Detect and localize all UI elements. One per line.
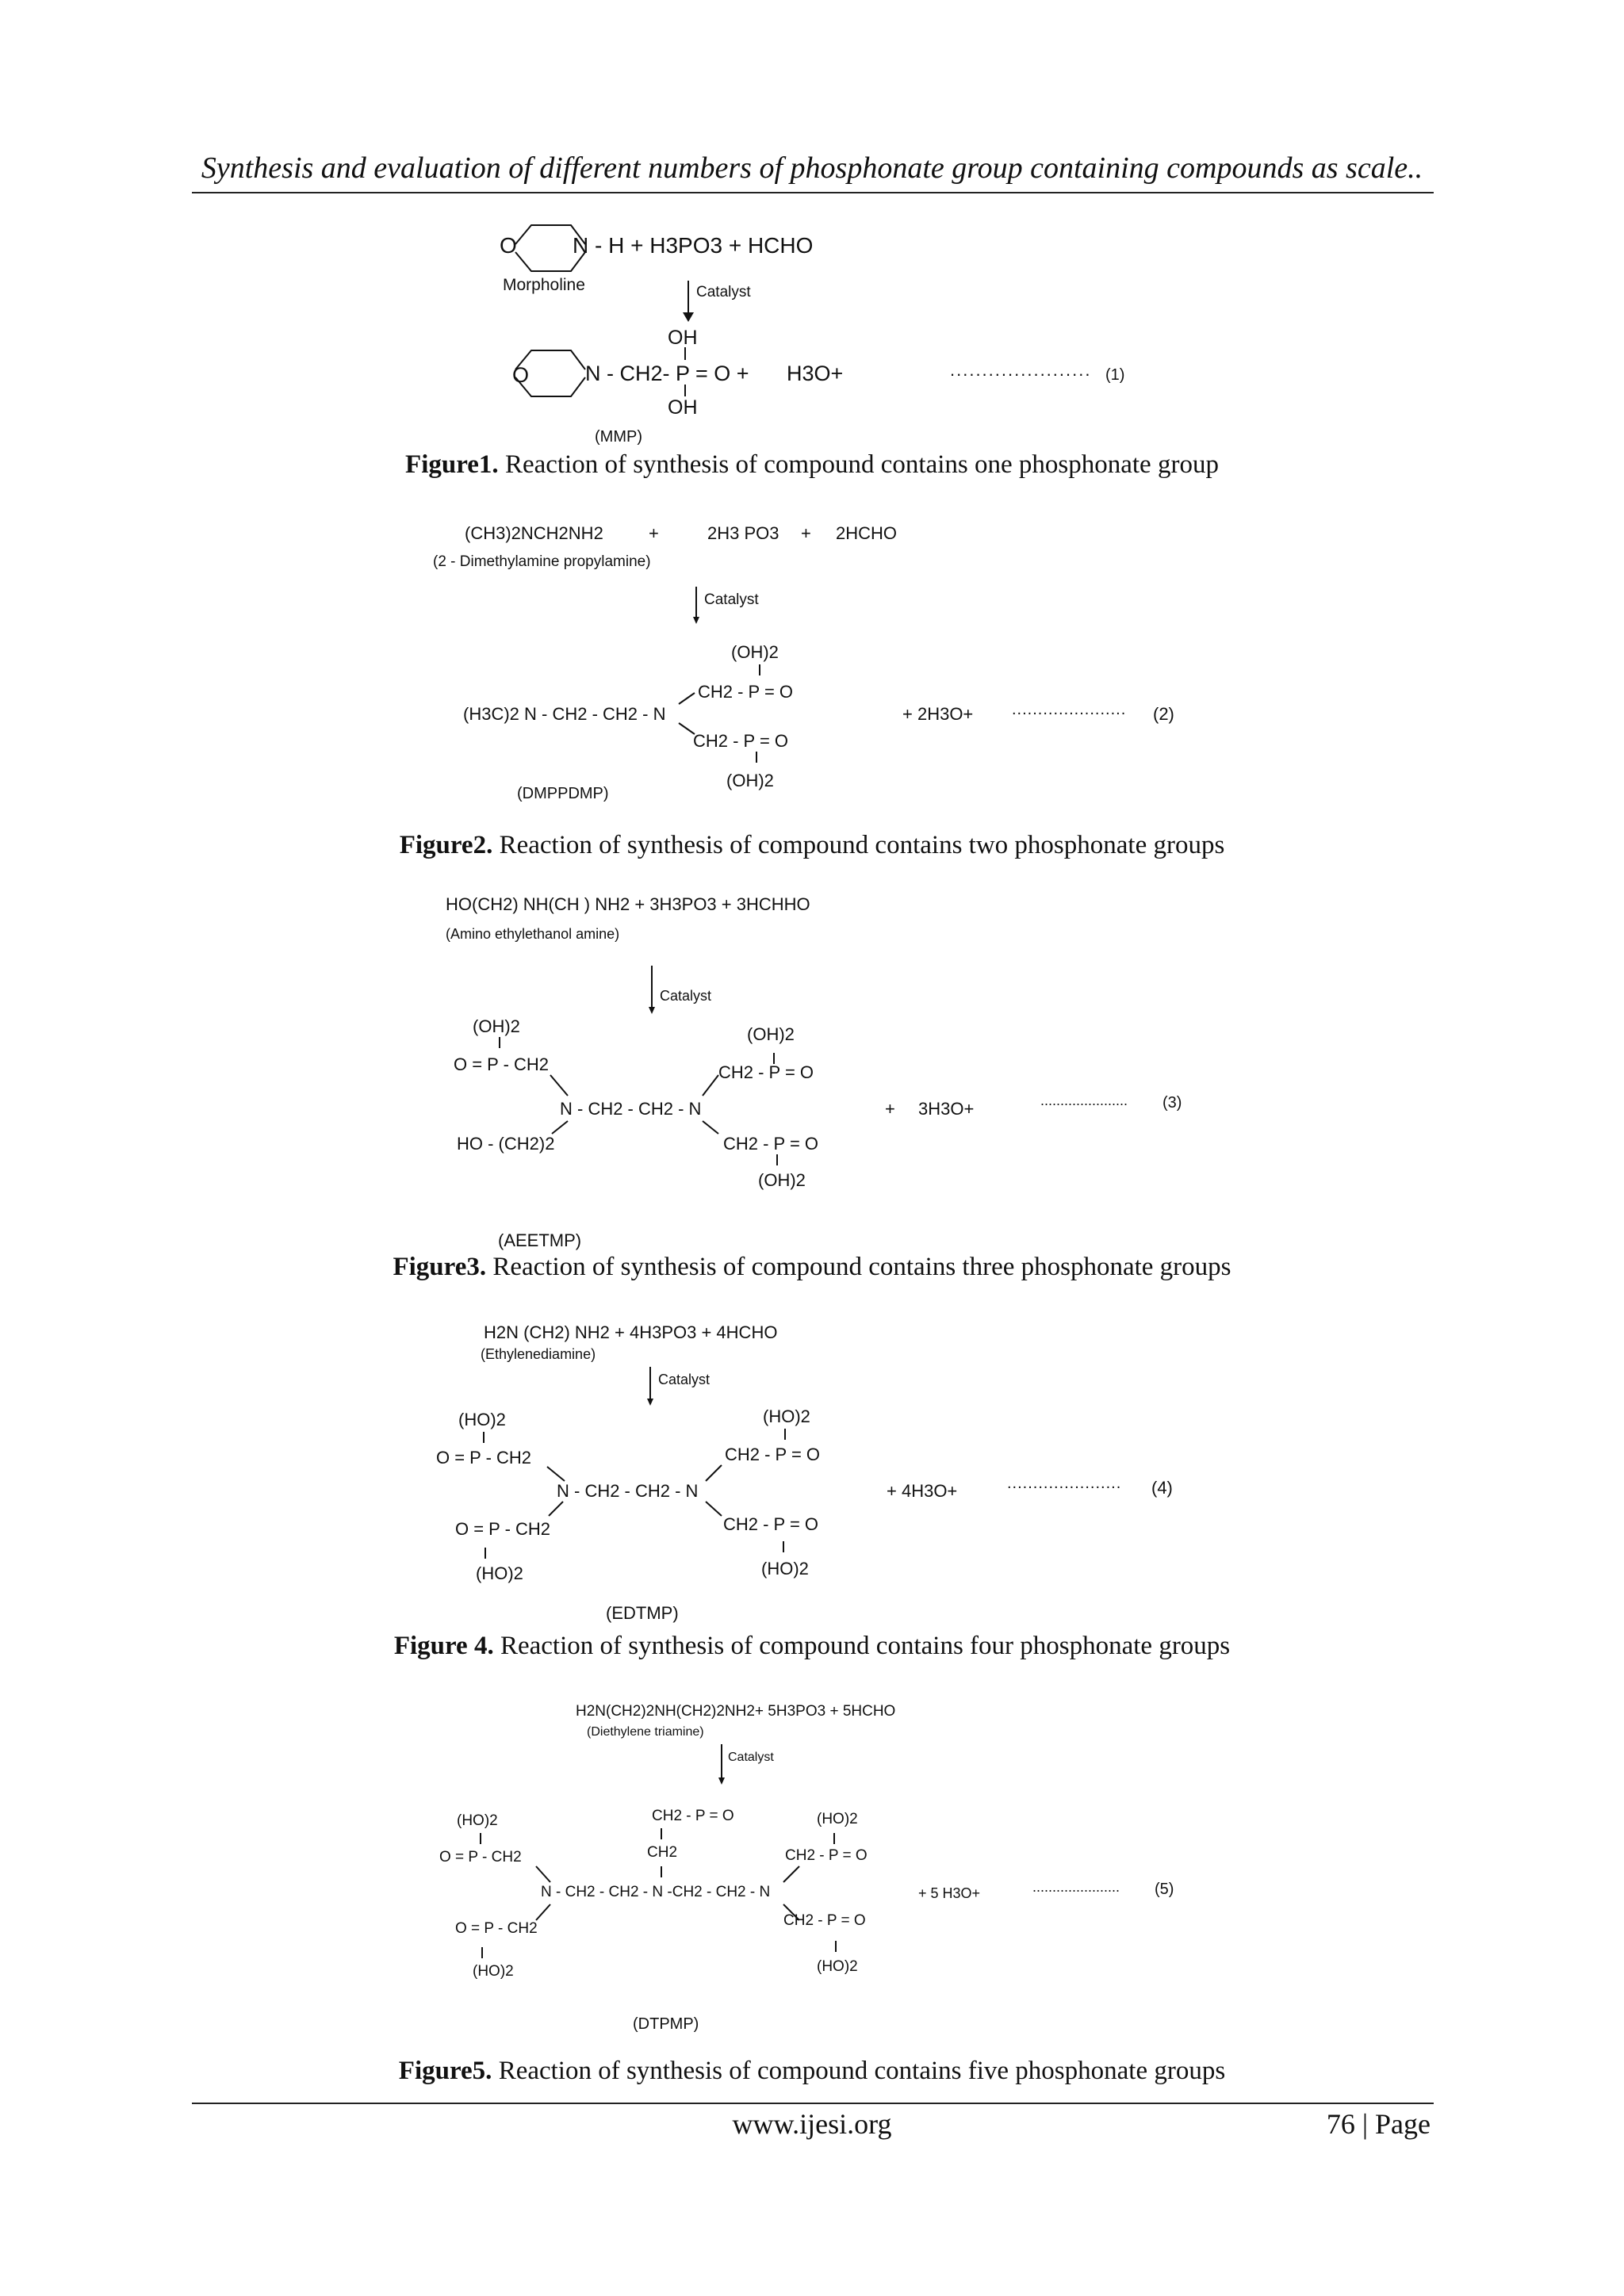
figure-label: Figure1. bbox=[405, 450, 499, 479]
phosphonate-arm-top-right: CH2 - P = O bbox=[725, 1445, 821, 1464]
figure-caption-text: Reaction of synthesis of compound contains one phosphonate group bbox=[498, 450, 1219, 479]
oh-bottom: (OH)2 bbox=[726, 771, 774, 790]
phosphonate-arm-middle: CH2 - P = O bbox=[652, 1808, 734, 1824]
figure-2-caption bbox=[0, 831, 1624, 860]
reaction-scheme-5 bbox=[433, 1697, 1210, 2045]
hydronium: + 5 H3O+ bbox=[918, 1885, 981, 1901]
equation-number: (3) bbox=[1162, 1094, 1182, 1112]
plus-sign: + bbox=[885, 1099, 895, 1119]
figure-3-caption bbox=[0, 1253, 1624, 1282]
figure-label: Figure5. bbox=[398, 2057, 492, 2085]
ho-top-left: (HO)2 bbox=[458, 1410, 506, 1429]
ho-bottom-right: (HO)2 bbox=[817, 1958, 858, 1975]
product-1: N - CH2- P = O + bbox=[585, 362, 749, 385]
oh-bottom-right: (OH)2 bbox=[758, 1170, 806, 1190]
ho-top-right: (HO)2 bbox=[817, 1811, 858, 1827]
amine-name: (Amino ethylethanol amine) bbox=[446, 926, 620, 942]
phosphonate-arm-bottom-right: CH2 - P = O bbox=[723, 1134, 819, 1154]
catalyst-label: Catalyst bbox=[696, 284, 751, 300]
oh-top-right: (OH)2 bbox=[747, 1024, 795, 1044]
hydronium: 3H3O+ bbox=[918, 1099, 975, 1119]
product-name-2: (DMPPDMP) bbox=[517, 785, 609, 802]
phosphonate-arm-top-left: O = P - CH2 bbox=[436, 1448, 532, 1468]
phosphonate-arm-top-left: O = P - CH2 bbox=[454, 1054, 550, 1074]
phosphonate-arm-bottom-left: O = P - CH2 bbox=[455, 1920, 538, 1937]
reaction-scheme-2 bbox=[428, 515, 1221, 809]
figure-label: Figure2. bbox=[399, 831, 493, 859]
hydronium: + 2H3O+ bbox=[902, 704, 974, 724]
leader-dots: ...................... bbox=[950, 360, 1092, 380]
amine-reactant: (CH3)2NCH2NH2 bbox=[465, 523, 603, 543]
phosphonate-arm-top-left: O = P - CH2 bbox=[439, 1849, 522, 1866]
figure-5-caption bbox=[0, 2057, 1624, 2086]
leader-dots: ...................... bbox=[1040, 1093, 1128, 1108]
product-name-3: (AEETMP) bbox=[498, 1230, 582, 1250]
phosphonate-arm-top: CH2 - P = O bbox=[698, 682, 794, 702]
plus-sign: + bbox=[801, 523, 811, 543]
equation-number: (4) bbox=[1151, 1478, 1173, 1498]
ho-bottom-left: (HO)2 bbox=[473, 1963, 514, 1980]
ring-oxygen-product: O bbox=[512, 363, 530, 387]
figure-4-caption bbox=[0, 1632, 1624, 1661]
catalyst-label: Catalyst bbox=[660, 988, 712, 1004]
ho-bottom-right: (HO)2 bbox=[761, 1559, 809, 1578]
catalyst-label: Catalyst bbox=[728, 1751, 774, 1764]
figure-caption-text: Reaction of synthesis of compound contains two phosphonate groups bbox=[492, 831, 1225, 859]
phosphonate-arm-bottom-left: O = P - CH2 bbox=[455, 1519, 551, 1539]
ho-top-right: (HO)2 bbox=[763, 1406, 810, 1426]
reactants-4: H2N (CH2) NH2 + 4H3PO3 + 4HCHO bbox=[484, 1322, 778, 1342]
hydronium: H3O+ bbox=[787, 362, 844, 385]
reaction-scheme-3 bbox=[441, 891, 1218, 1256]
product-backbone: (H3C)2 N - CH2 - CH2 - N bbox=[463, 704, 666, 724]
reaction-scheme-4 bbox=[428, 1318, 1205, 1635]
hydronium: + 4H3O+ bbox=[887, 1481, 958, 1501]
figure-label: Figure3. bbox=[393, 1253, 487, 1281]
ho-top-left: (HO)2 bbox=[457, 1812, 498, 1829]
footer-page-number: 76 | Page bbox=[1326, 2108, 1431, 2140]
leader-dots: ...................... bbox=[1007, 1475, 1122, 1492]
phosphorous-acid: 2H3 PO3 bbox=[707, 523, 779, 543]
amine-name: (Diethylene triamine) bbox=[587, 1725, 704, 1739]
footer-rule bbox=[192, 2103, 1434, 2104]
ho-bottom-left: (HO)2 bbox=[476, 1563, 523, 1583]
oh-top: (OH)2 bbox=[731, 642, 779, 662]
catalyst-label: Catalyst bbox=[658, 1372, 710, 1387]
oh-top-left: (OH)2 bbox=[473, 1016, 520, 1036]
leader-dots: ...................... bbox=[1012, 701, 1127, 718]
phosphonate-arm-bottom-right: CH2 - P = O bbox=[723, 1514, 819, 1534]
product-backbone: N - CH2 - CH2 - N bbox=[560, 1099, 702, 1119]
header-rule bbox=[192, 192, 1434, 193]
reactants-3: HO(CH2) NH(CH ) NH2 + 3H3PO3 + 3HCHHO bbox=[446, 894, 810, 914]
product-backbone: N - CH2 - CH2 - N -CH2 - CH2 - N bbox=[541, 1884, 771, 1900]
phosphonate-arm-bottom-right: CH2 - P = O bbox=[783, 1912, 866, 1929]
reaction-scheme-1 bbox=[492, 220, 1205, 450]
product-name-5: (DTPMP) bbox=[633, 2015, 699, 2033]
scheme-3-bonds bbox=[441, 891, 1218, 1256]
figure-1-caption bbox=[0, 450, 1624, 480]
reactant-name-1: Morpholine bbox=[503, 276, 585, 294]
amine-name: (2 - Dimethylamine propylamine) bbox=[433, 553, 651, 570]
figure-caption-text: Reaction of synthesis of compound contains five phosphonate groups bbox=[492, 2057, 1226, 2085]
amine-name: (Ethylenediamine) bbox=[481, 1346, 596, 1362]
figure-label: Figure 4. bbox=[393, 1632, 494, 1660]
hydroxyethyl-arm: HO - (CH2)2 bbox=[457, 1134, 555, 1154]
catalyst-label: Catalyst bbox=[704, 591, 759, 608]
ring-oxygen: O bbox=[500, 233, 517, 258]
reactants-5: H2N(CH2)2NH(CH2)2NH2+ 5H3PO3 + 5HCHO bbox=[576, 1703, 896, 1720]
equation-number: (5) bbox=[1155, 1881, 1174, 1898]
plus-sign: + bbox=[649, 523, 659, 543]
product-name-1: (MMP) bbox=[595, 428, 642, 446]
methylene-bridge: CH2 bbox=[647, 1844, 678, 1861]
formaldehyde: 2HCHO bbox=[836, 523, 898, 543]
running-header: Synthesis and evaluation of different numbers of phosphonate group containing compounds as scale.. bbox=[201, 151, 1423, 185]
equation-number: (2) bbox=[1153, 704, 1174, 724]
product-backbone: N - CH2 - CH2 - N bbox=[557, 1481, 699, 1501]
figure-caption-text: Reaction of synthesis of compound contains four phosphonate groups bbox=[493, 1632, 1231, 1660]
phosphonate-arm-top-right: CH2 - P = O bbox=[785, 1847, 868, 1864]
phosphonate-arm-top-right: CH2 - P = O bbox=[718, 1062, 814, 1082]
oh-bottom: OH bbox=[668, 396, 698, 419]
reactants-1: N - H + H3PO3 + HCHO bbox=[573, 233, 814, 258]
oh-top: OH bbox=[668, 327, 698, 349]
phosphonate-arm-bottom: CH2 - P = O bbox=[693, 731, 789, 751]
footer-website: www.ijesi.org bbox=[732, 2108, 892, 2140]
scheme-5-bonds bbox=[433, 1697, 1210, 2045]
leader-dots: ...................... bbox=[1032, 1879, 1120, 1895]
figure-caption-text: Reaction of synthesis of compound contains three phosphonate groups bbox=[486, 1253, 1231, 1281]
equation-number: (1) bbox=[1105, 366, 1125, 384]
product-name-4: (EDTMP) bbox=[606, 1603, 679, 1623]
